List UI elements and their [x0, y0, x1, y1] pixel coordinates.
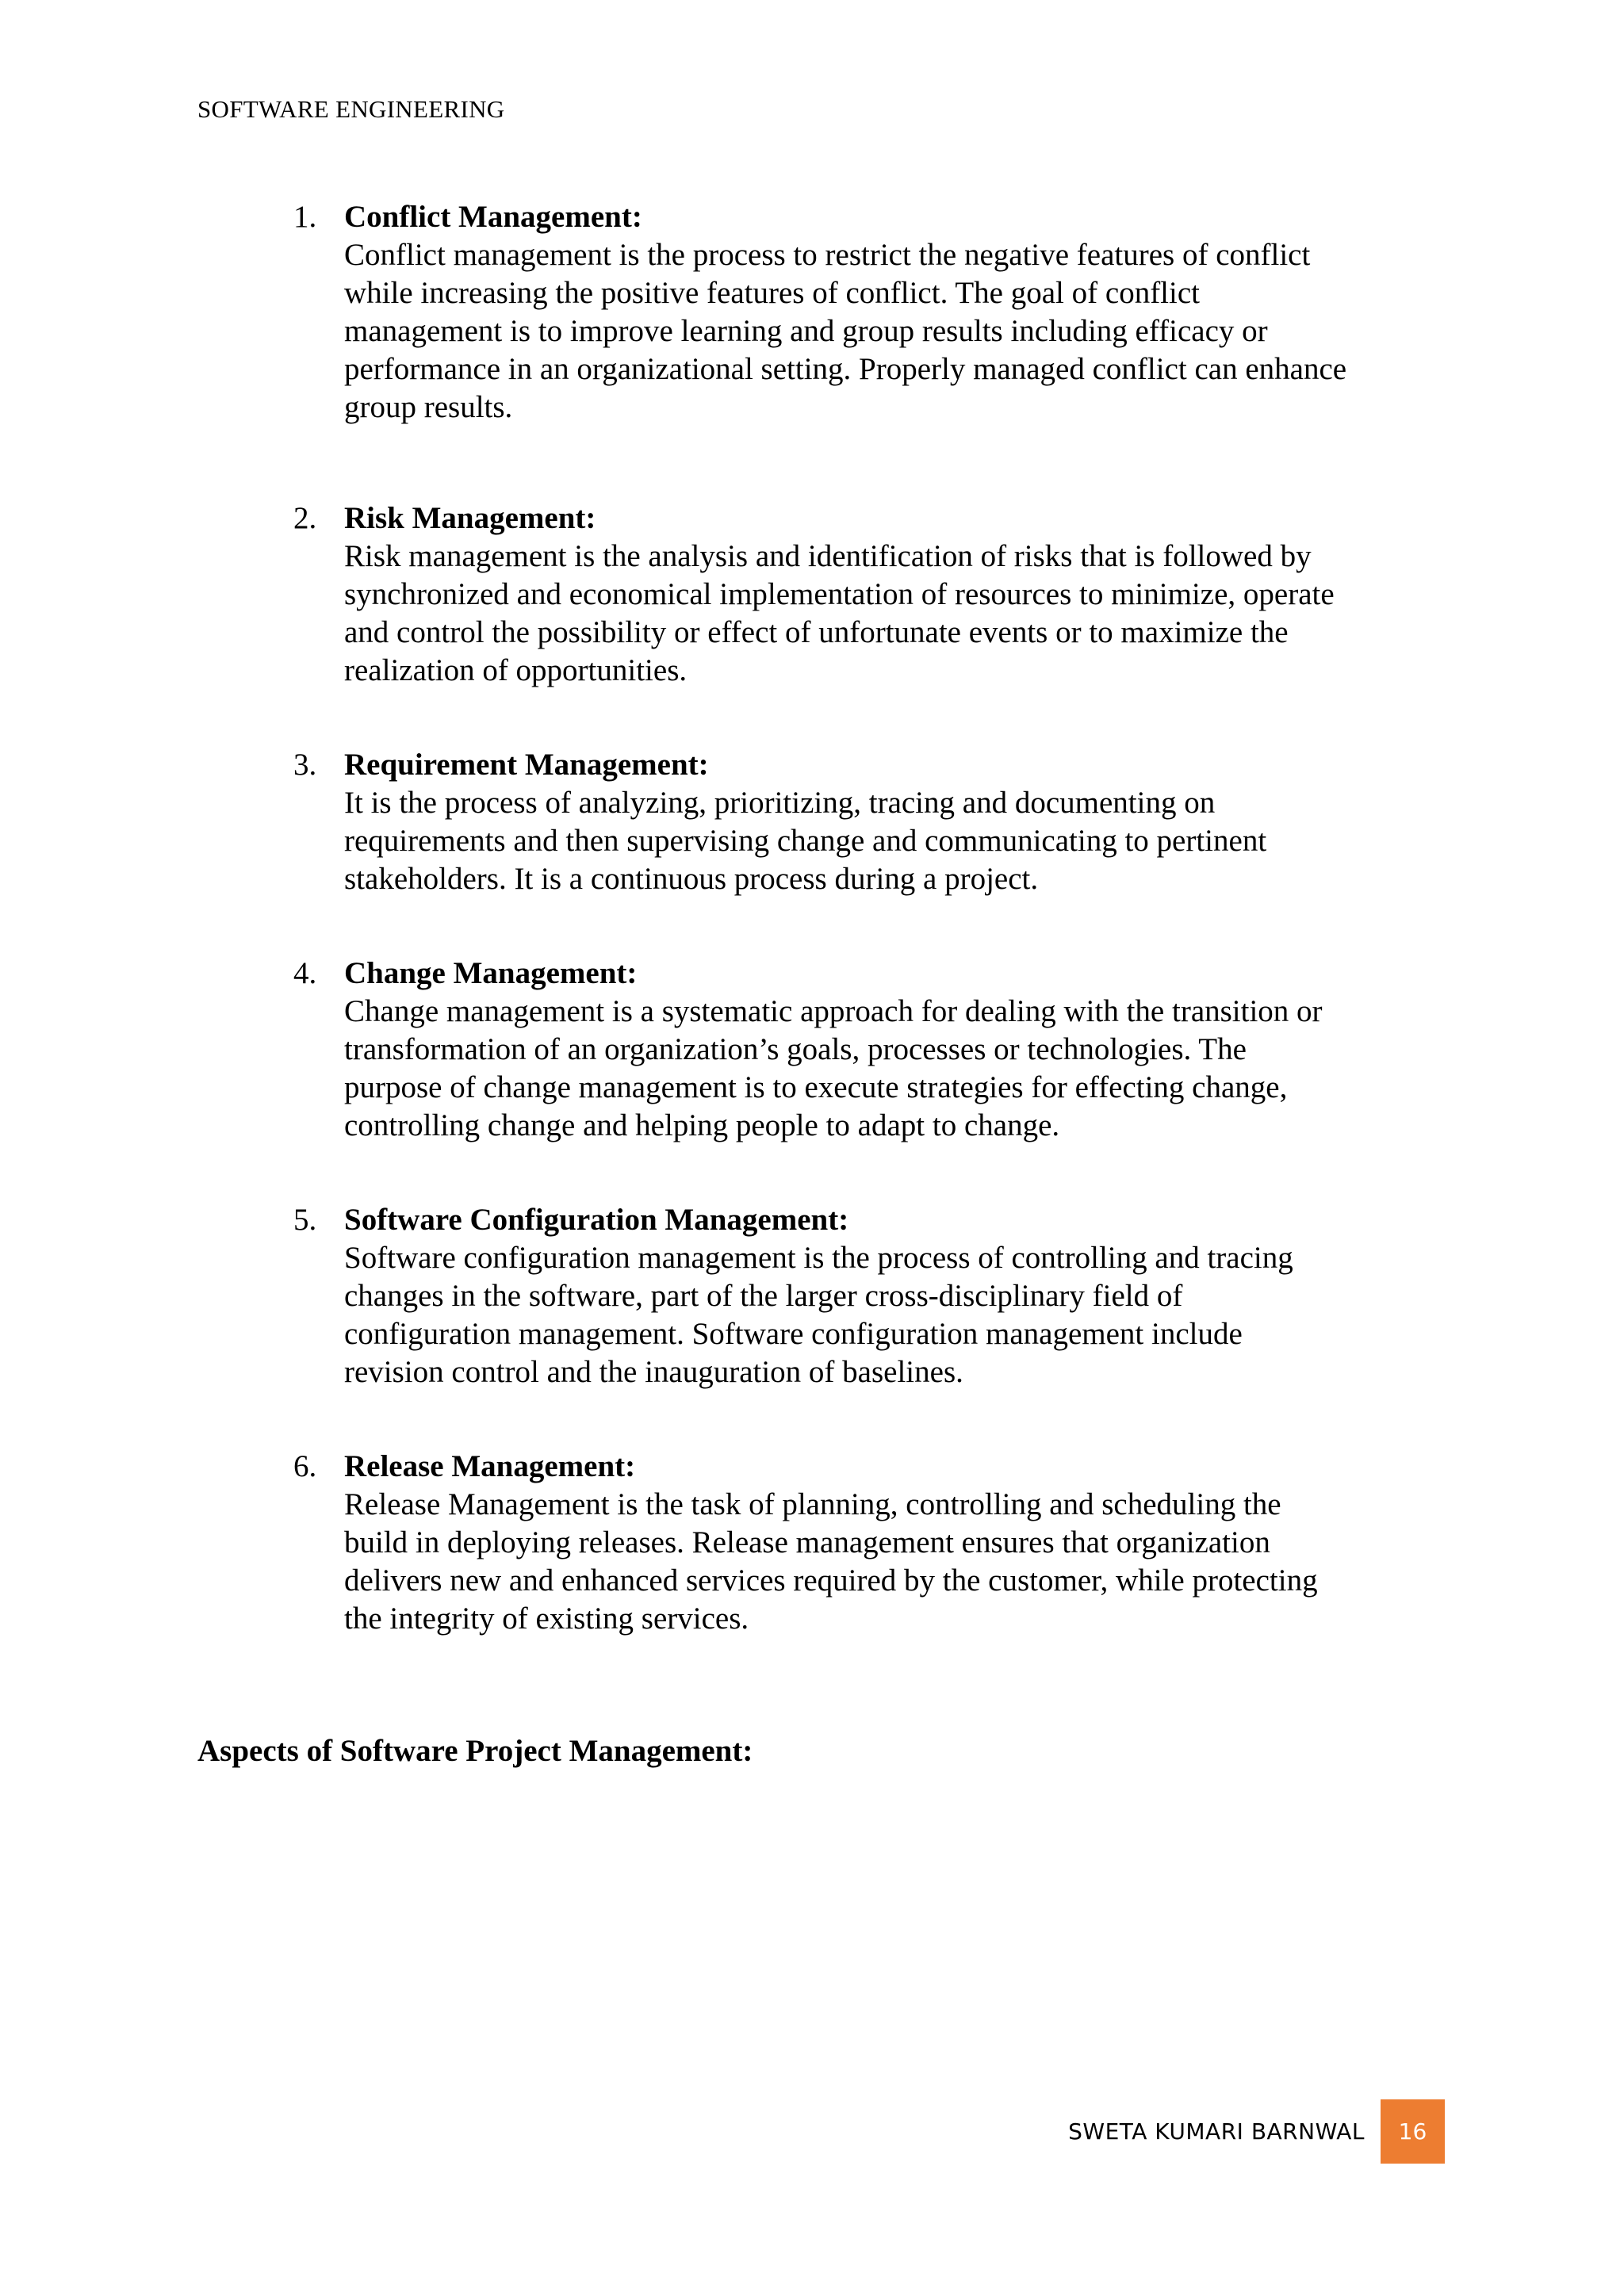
- item-title: Software Configuration Management:: [344, 1203, 849, 1237]
- item-title: Release Management:: [344, 1449, 636, 1483]
- text-line: and control the possibility or effect of unfortunate events or to maximize the: [344, 615, 1289, 649]
- text-line: Software configuration management is the process of controlling and tracing: [344, 1241, 1293, 1275]
- text-line: revision control and the inauguration of baselines.: [344, 1355, 963, 1389]
- item-description: [344, 538, 1486, 690]
- text-line: synchronized and economical implementation of resources to minimize, operate: [344, 577, 1335, 611]
- item-title: Risk Management:: [344, 501, 596, 535]
- item-number: 1.: [293, 200, 317, 234]
- text-line: stakeholders. It is a continuous process during a project.: [344, 862, 1039, 896]
- text-line: the integrity of existing services.: [344, 1601, 749, 1636]
- text-line: Change management is a systematic approach for dealing with the transition or: [344, 994, 1323, 1028]
- running-header: SOFTWARE ENGINEERING: [197, 95, 505, 123]
- item-number: 5.: [293, 1203, 317, 1237]
- item-number: 3.: [293, 748, 317, 782]
- item-description: [344, 1239, 1486, 1391]
- text-line: requirements and then supervising change and communicating to pertinent: [344, 824, 1267, 858]
- text-line: controlling change and helping people to adapt to change.: [344, 1108, 1060, 1142]
- item-description: [344, 236, 1486, 427]
- text-line: Release Management is the task of planning, controlling and scheduling the: [344, 1487, 1281, 1521]
- text-line: configuration management. Software configuration management include: [344, 1317, 1243, 1351]
- text-line: It is the process of analyzing, prioritizing, tracing and documenting on: [344, 786, 1216, 820]
- item-description: [344, 784, 1486, 898]
- text-line: build in deploying releases. Release management ensures that organization: [344, 1525, 1270, 1559]
- footer-author: SWETA KUMARI BARNWAL: [1068, 2118, 1365, 2145]
- item-description: [344, 1486, 1486, 1638]
- text-line: Conflict management is the process to restrict the negative features of conflict: [344, 238, 1311, 272]
- item-title: Requirement Management:: [344, 748, 709, 782]
- item-title: Change Management:: [344, 956, 638, 990]
- text-line: group results.: [344, 390, 513, 424]
- item-description: [344, 993, 1486, 1145]
- text-line: transformation of an organization’s goals, processes or technologies. The: [344, 1032, 1247, 1066]
- item-number: 4.: [293, 956, 317, 990]
- page-number-badge: 16: [1381, 2099, 1445, 2164]
- text-line: Risk management is the analysis and identification of risks that is followed by: [344, 539, 1312, 573]
- text-line: while increasing the positive features of conflict. The goal of conflict: [344, 276, 1200, 310]
- text-line: management is to improve learning and group results including efficacy or: [344, 314, 1268, 348]
- text-line: realization of opportunities.: [344, 653, 688, 687]
- item-number: 6.: [293, 1449, 317, 1483]
- text-line: performance in an organizational setting. Properly managed conflict can enhance: [344, 352, 1347, 386]
- item-number: 2.: [293, 501, 317, 535]
- text-line: purpose of change management is to execute strategies for effecting change,: [344, 1070, 1288, 1104]
- item-title: Conflict Management:: [344, 200, 642, 234]
- section-heading: Aspects of Software Project Management:: [197, 1734, 753, 1768]
- text-line: delivers new and enhanced services required by the customer, while protecting: [344, 1563, 1318, 1598]
- text-line: changes in the software, part of the larger cross-disciplinary field of: [344, 1279, 1183, 1313]
